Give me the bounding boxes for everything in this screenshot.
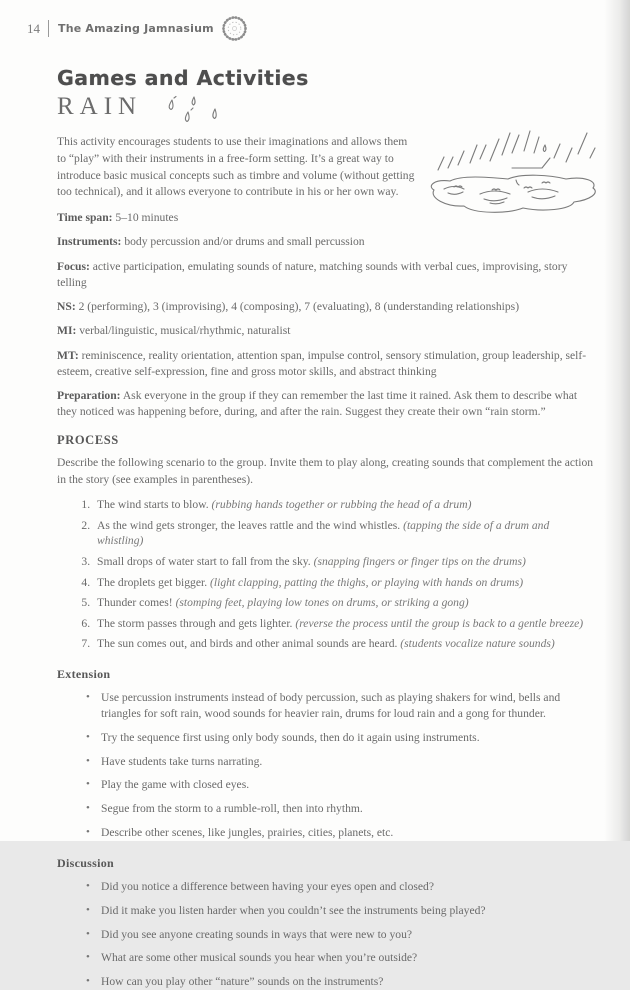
process-step bbox=[93, 575, 594, 591]
process-step bbox=[93, 595, 594, 611]
main-content bbox=[0, 66, 630, 990]
intro-paragraph: This activity encourages students to use their imaginations and allows them to “play” with their instruments in a free-form setting. It’s a great way to introduce basic musical concepts such as timbre and volume (without getting too technical), and it allows everyone to contribute in his or her own way. bbox=[57, 135, 415, 199]
meta-instruments bbox=[57, 234, 594, 250]
extension-item: • Segue from the storm to a rumble-roll, then into rhythm. bbox=[101, 801, 594, 817]
step-text: The droplets get bigger. bbox=[97, 575, 208, 589]
extension-item: • Use percussion instruments instead of body percussion, such as playing shakers for wind, bells and triangles for soft rain, wood sounds for heavier rain, drums for loud rain and a gong for thunder. bbox=[101, 690, 594, 722]
meta-ns bbox=[57, 299, 594, 315]
header-divider bbox=[48, 20, 49, 37]
meta-focus bbox=[57, 259, 594, 291]
drum-logo-icon bbox=[221, 15, 248, 42]
meta-mt bbox=[57, 348, 594, 380]
activity-title: RAIN bbox=[57, 93, 143, 120]
meta-label: Focus: bbox=[57, 259, 90, 273]
discussion-item: • What are some other musical sounds you hear when you’re outside? bbox=[101, 950, 594, 966]
meta-label: Preparation: bbox=[57, 388, 121, 402]
discussion-item: • Did you notice a difference between having your eyes open and closed? bbox=[101, 879, 594, 895]
activity-meta bbox=[57, 210, 594, 420]
extension-item: • Try the sequence first using only body sounds, then do it again using instruments. bbox=[101, 730, 594, 746]
step-text: Thunder comes! bbox=[97, 596, 173, 610]
process-step bbox=[93, 636, 594, 652]
step-text: As the wind gets stronger, the leaves rattle and the wind whistles. bbox=[97, 518, 401, 532]
process-step bbox=[93, 616, 594, 632]
meta-value: 2 (performing), 3 (improvising), 4 (composing), 7 (evaluating), 8 (understanding relationships) bbox=[78, 300, 520, 314]
step-text: The storm passes through and gets lighter. bbox=[97, 616, 293, 630]
process-heading: PROCESS bbox=[57, 433, 119, 448]
extension-item: • Have students take turns narrating. bbox=[101, 754, 594, 770]
book-title: The Amazing Jamnasium bbox=[58, 22, 214, 35]
discussion-item: • Did it make you listen harder when you couldn’t see the instruments being played? bbox=[101, 903, 594, 919]
process-intro: Describe the following scenario to the group. Invite them to play along, creating sounds that complement the action in the story (see examples in parentheses). bbox=[57, 456, 594, 487]
meta-value: active participation, emulating sounds of nature, matching sounds with verbal cues, improvising, story telling bbox=[57, 259, 568, 289]
extension-heading: Extension bbox=[57, 667, 111, 682]
section-title: Games and Activities bbox=[57, 66, 309, 90]
page-header bbox=[0, 0, 630, 42]
discussion-list bbox=[101, 879, 594, 990]
meta-value: 5–10 minutes bbox=[115, 211, 179, 225]
raindrop-doodles-icon bbox=[158, 96, 246, 131]
meta-preparation bbox=[57, 388, 594, 420]
step-text: Small drops of water start to fall from the sky. bbox=[97, 554, 311, 568]
meta-label: NS: bbox=[57, 300, 76, 314]
rain-puddle-illustration bbox=[424, 118, 602, 220]
extension-item: • Play the game with closed eyes. bbox=[101, 777, 594, 793]
meta-mi bbox=[57, 323, 594, 339]
step-example: (rubbing hands together or rubbing the head of a drum) bbox=[211, 497, 472, 511]
step-example: (light clapping, patting the thighs, or playing with hands on drums) bbox=[210, 575, 524, 589]
step-example: (reverse the process until the group is back to a gentle breeze) bbox=[295, 616, 584, 630]
process-step bbox=[93, 554, 594, 570]
step-example: (students vocalize nature sounds) bbox=[400, 637, 555, 651]
step-example: (snapping fingers or finger tips on the drums) bbox=[313, 554, 526, 568]
process-step bbox=[93, 497, 594, 513]
discussion-item: • How can you play other “nature” sounds on the instruments? bbox=[101, 974, 594, 990]
step-example: (tapping the side of a drum and whistling) bbox=[97, 518, 550, 548]
process-step-list bbox=[77, 497, 594, 652]
meta-label: Time span: bbox=[57, 211, 113, 225]
extension-list bbox=[101, 690, 594, 841]
meta-value: verbal/linguistic, musical/rhythmic, naturalist bbox=[79, 324, 291, 338]
meta-value: reminiscence, reality orientation, attention span, impulse control, sensory stimulation, group leadership, self-esteem, creative self-expression, fine and gross motor skills, and abstract thinking bbox=[57, 348, 587, 378]
step-text: The sun comes out, and birds and other animal sounds are heard. bbox=[97, 637, 398, 651]
meta-value: Ask everyone in the group if they can remember the last time it rained. Ask them to describe what they noticed was happening before, during, and after the rain. Suggest they create their own “rain storm.” bbox=[57, 388, 578, 419]
step-example: (stomping feet, playing low tones on drums, or striking a gong) bbox=[175, 596, 469, 610]
meta-label: MI: bbox=[57, 324, 77, 338]
extension-item: • Describe other scenes, like jungles, prairies, cities, planets, etc. bbox=[101, 825, 594, 841]
page-number: 14 bbox=[27, 20, 40, 36]
meta-label: Instruments: bbox=[57, 235, 122, 249]
intro-section bbox=[57, 134, 594, 201]
step-text: The wind starts to blow. bbox=[97, 497, 209, 511]
discussion-item: • Did you see anyone creating sounds in ways that were new to you? bbox=[101, 927, 594, 943]
process-step bbox=[93, 518, 594, 549]
meta-value: body percussion and/or drums and small percussion bbox=[124, 235, 365, 249]
meta-label: MT: bbox=[57, 348, 79, 362]
discussion-heading: Discussion bbox=[57, 856, 115, 871]
